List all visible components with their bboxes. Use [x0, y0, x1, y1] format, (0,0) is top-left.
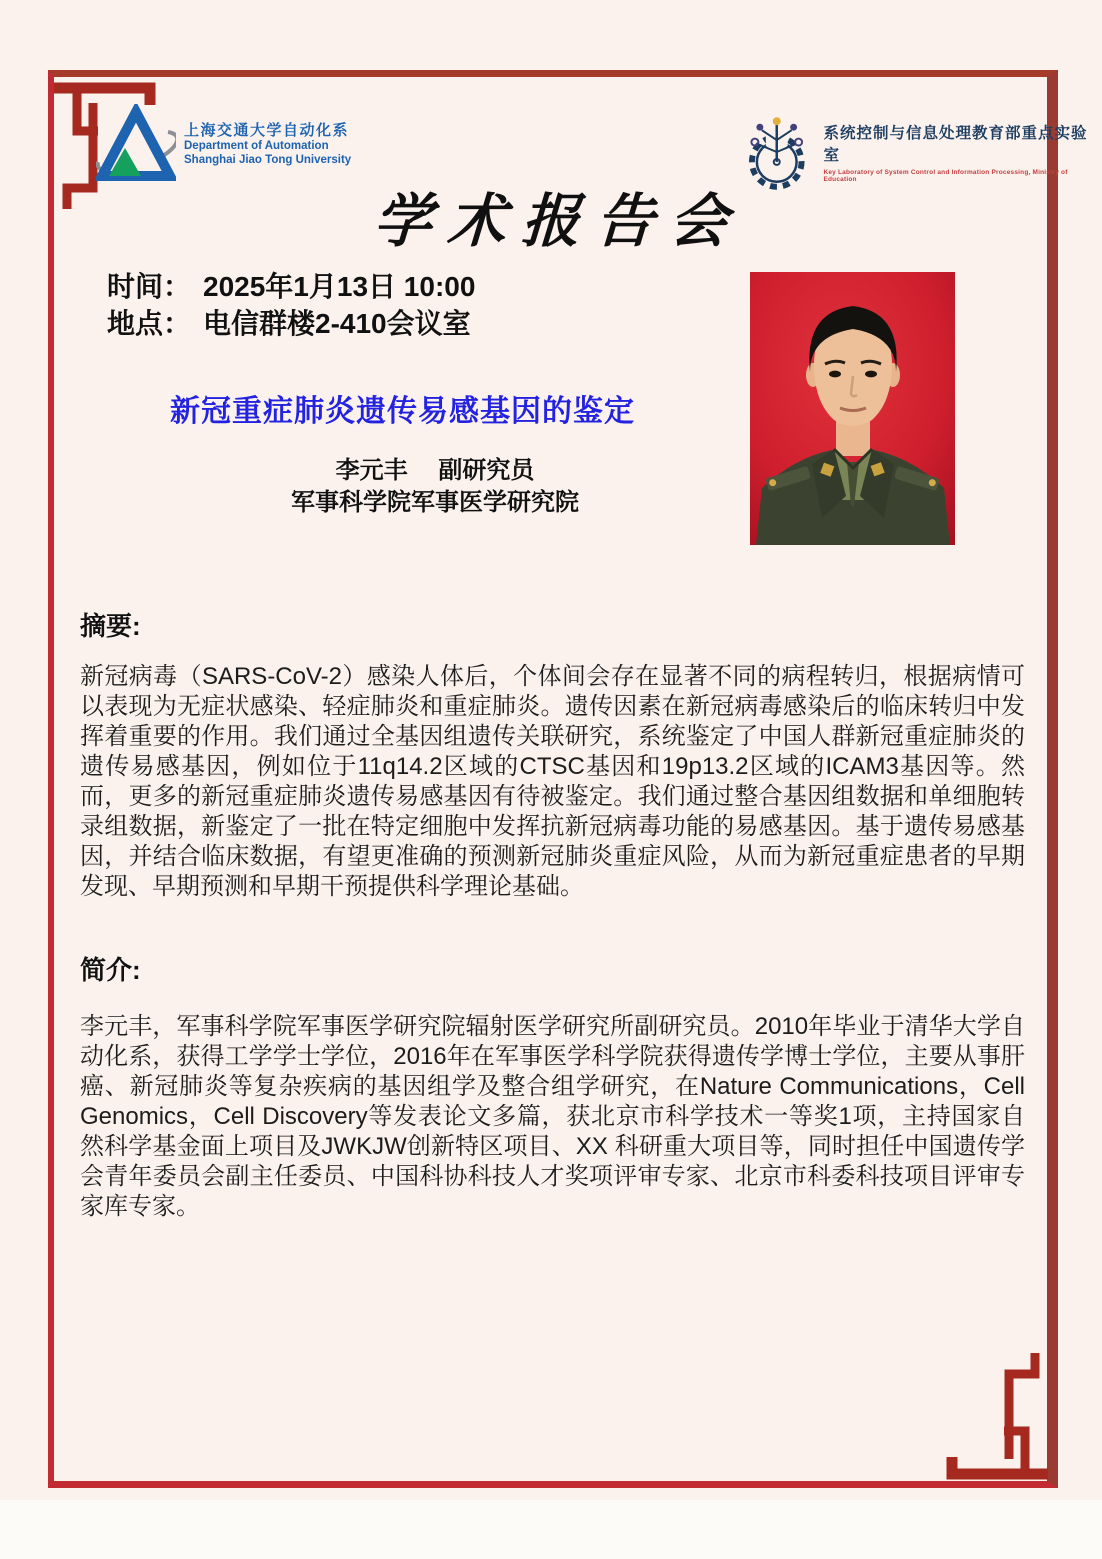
keylab-name-en: Key Laboratory of System Control and Information Processing, Ministry of Education: [823, 169, 1068, 183]
event-place-line: [107, 305, 475, 342]
place-label: 地点：: [107, 308, 192, 339]
place-value: 电信群楼2-410会议室: [203, 308, 471, 339]
time-value: 2025年1月13日 10:00: [203, 271, 476, 302]
event-info-block: [107, 268, 475, 342]
speaker-name-title: 李元丰 副研究员: [335, 457, 535, 484]
poster-main-title: 学术报告会: [371, 187, 746, 255]
sjtu-name-en-1: Department of Automation: [184, 140, 329, 152]
abstract-heading: 摘要:: [80, 611, 141, 641]
speaker-affiliation: 军事科学院军事医学研究院: [291, 489, 579, 516]
time-label: 时间：: [107, 271, 192, 302]
event-time-line: [107, 268, 475, 305]
sjtu-automation-logo: [96, 104, 351, 182]
speaker-block: [120, 455, 750, 519]
speaker-photo: [750, 272, 955, 545]
page-bottom-margin: [0, 1500, 1102, 1559]
talk-title: 新冠重症肺炎遗传易感基因的鉴定: [170, 395, 635, 428]
keylab-name-cn: 系统控制与信息处理教育部重点实验室: [823, 125, 1088, 164]
sjtu-triangle-icon: [96, 104, 176, 182]
sjtu-name-en-2: Shanghai Jiao Tong University: [184, 153, 352, 166]
bio-body: 李元丰，军事科学院军事医学研究院辐射医学研究所副研究员。2010年毕业于清华大学自动化系，获得工学学士学位，2016年在军事医学科学院获得遗传学博士学位，主要从事肝癌、新冠肺炎等复杂疾病的基因组学及整合组学研究，在Nature Communications，Cell Genomics，Cell Discovery等发表论文多篇，获北京市科学技术一等奖1项，主持国家自然科学基金面上项目及JWKJW创新特区项目、XX 科研重大项目等，同时担任中国遗传学会青年委员会副主任委员、中国科协科技人才奖项评审专家、北京市科委科技项目评审专家库专家。: [80, 1013, 1025, 1220]
abstract-body: 新冠病毒（SARS-CoV-2）感染人体后，个体间会存在显著不同的病程转归，根据病情可以表现为无症状感染、轻症肺炎和重症肺炎。遗传因素在新冠病毒感染后的临床转归中发挥着重要的作用。我们通过全基因组遗传关联研究，系统鉴定了中国人群新冠重症肺炎的遗传易感基因，例如位于11q14.2区域的CTSC基因和19p13.2区域的ICAM3基因等。然而，更多的新冠重症肺炎遗传易感基因有待被鉴定。我们通过整合基因组数据和单细胞转录组数据，新鉴定了一批在特定细胞中发挥抗新冠病毒功能的易感基因。基于遗传易感基因，并结合临床数据，有望更准确的预测新冠肺炎重症风险，从而为新冠重症患者的早期发现、早期预测和早期干预提供科学理论基础。: [80, 663, 1025, 900]
bio-heading: 简介:: [80, 955, 141, 985]
frame-corner-ornament-bottom-right-icon: [940, 1348, 1050, 1483]
sjtu-name-cn: 上海交通大学自动化系: [184, 122, 350, 139]
